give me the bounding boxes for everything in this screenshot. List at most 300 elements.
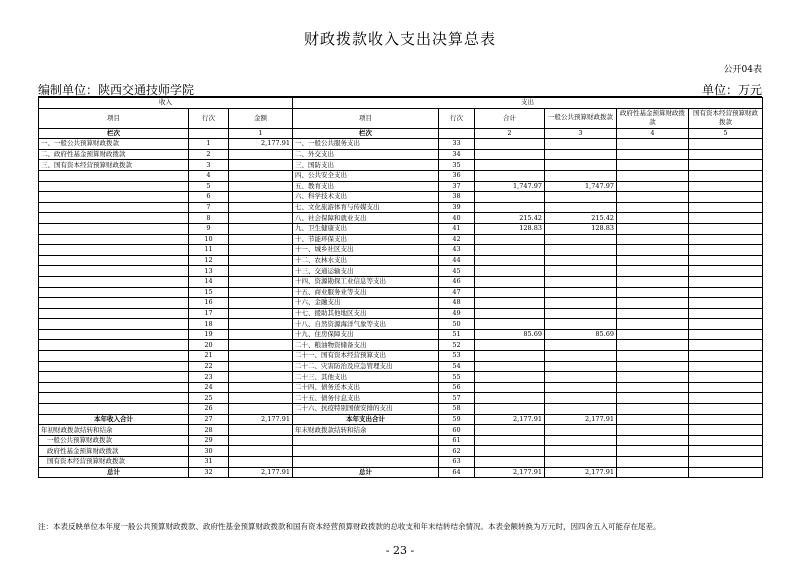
expense-fund-cell <box>617 435 689 446</box>
income-item-cell <box>39 266 189 277</box>
income-amount-cell <box>229 287 293 298</box>
expense-fund-cell <box>617 181 689 192</box>
expense-total-cell: 85.69 <box>475 329 545 340</box>
expense-item-cell: 十九、住房保障支出 <box>293 329 439 340</box>
expense-line-cell: 59 <box>439 414 475 425</box>
expense-line-cell: 40 <box>439 213 475 224</box>
expense-item-cell: 十八、自然资源海洋气象等支出 <box>293 319 439 330</box>
expense-state-cell <box>689 255 763 266</box>
income-line-cell: 21 <box>189 351 229 362</box>
expense-fund-cell <box>617 308 689 319</box>
expense-total-cell <box>475 202 545 213</box>
expense-total-cell <box>475 372 545 383</box>
expense-item-cell <box>293 446 439 457</box>
income-line-cell: 17 <box>189 308 229 319</box>
table-row <box>39 425 763 436</box>
expense-state-cell <box>689 276 763 287</box>
col-index-empty2 <box>439 128 475 139</box>
expense-line-cell: 64 <box>439 467 475 478</box>
expense-fund-cell <box>617 255 689 266</box>
expense-total-cell <box>475 139 545 150</box>
income-item-cell <box>39 351 189 362</box>
income-item-cell <box>39 372 189 383</box>
expense-general-cell <box>545 202 617 213</box>
income-item-cell <box>39 298 189 309</box>
expense-fund-cell <box>617 213 689 224</box>
expense-general-cell <box>545 255 617 266</box>
income-amount-cell <box>229 149 293 160</box>
income-line-cell: 3 <box>189 160 229 171</box>
income-item-cell <box>39 202 189 213</box>
income-amount-cell <box>229 435 293 446</box>
expense-item-cell: 二十一、国有资本经营预算支出 <box>293 351 439 362</box>
expense-item-cell: 一、一般公共服务支出 <box>293 139 439 150</box>
table-row <box>39 446 763 457</box>
expense-state-cell <box>689 223 763 234</box>
expense-fund-cell <box>617 192 689 203</box>
expense-fund-cell <box>617 202 689 213</box>
expense-item-cell: 三、国防支出 <box>293 160 439 171</box>
income-line-cell: 8 <box>189 213 229 224</box>
expense-general-cell <box>545 245 617 256</box>
expense-line-cell: 35 <box>439 160 475 171</box>
income-item-cell: 三、国有资本经营预算财政拨款 <box>39 160 189 171</box>
expense-state-cell <box>689 319 763 330</box>
expense-item-cell: 八、社会保障和就业支出 <box>293 213 439 224</box>
expense-general-cell: 85.69 <box>545 329 617 340</box>
income-line-cell: 25 <box>189 393 229 404</box>
expense-fund-cell <box>617 457 689 468</box>
income-line-cell: 5 <box>189 181 229 192</box>
income-item-cell <box>39 404 189 415</box>
expense-state-cell <box>689 340 763 351</box>
expense-state-cell <box>689 425 763 436</box>
expense-item-cell: 二十、粮油物资储备支出 <box>293 340 439 351</box>
expense-item-cell: 二十三、其他支出 <box>293 372 439 383</box>
income-line-cell: 13 <box>189 266 229 277</box>
table-row <box>39 287 763 298</box>
expense-state-cell <box>689 266 763 277</box>
expense-fund-cell <box>617 160 689 171</box>
table-row <box>39 308 763 319</box>
table-row <box>39 192 763 203</box>
income-amount-cell <box>229 340 293 351</box>
expense-line-cell: 46 <box>439 276 475 287</box>
income-item-cell: 一般公共预算财政拨款 <box>39 435 189 446</box>
income-amount-cell: 2,177.91 <box>229 467 293 478</box>
income-line-cell: 1 <box>189 139 229 150</box>
table-row <box>39 223 763 234</box>
expense-general-cell <box>545 160 617 171</box>
expense-item-cell: 四、公共安全支出 <box>293 170 439 181</box>
income-line-cell: 11 <box>189 245 229 256</box>
expense-line-cell: 45 <box>439 266 475 277</box>
income-amount-cell <box>229 223 293 234</box>
section-header-row <box>39 98 763 109</box>
expense-general-cell: 2,177.91 <box>545 467 617 478</box>
expense-fund-cell <box>617 425 689 436</box>
expense-state-cell <box>689 181 763 192</box>
expense-general-cell <box>545 457 617 468</box>
expense-item-cell: 五、教育支出 <box>293 181 439 192</box>
expense-total-cell: 1,747.97 <box>475 181 545 192</box>
expense-total-cell: 215.42 <box>475 213 545 224</box>
expense-section-header: 支出 <box>293 98 763 109</box>
table-row <box>39 234 763 245</box>
expense-line-cell: 60 <box>439 425 475 436</box>
income-item-cell: 二、政府性基金预算财政拨款 <box>39 149 189 160</box>
income-item-cell <box>39 329 189 340</box>
income-section-header: 收入 <box>39 98 293 109</box>
expense-state-cell <box>689 287 763 298</box>
income-line-cell: 27 <box>189 414 229 425</box>
col-header-fund: 政府性基金预算财政拨款 <box>617 108 689 128</box>
income-item-cell <box>39 361 189 372</box>
expense-line-cell: 44 <box>439 255 475 266</box>
expense-line-cell: 58 <box>439 404 475 415</box>
income-item-cell: 总计 <box>39 467 189 478</box>
expense-item-cell <box>293 457 439 468</box>
expense-state-cell <box>689 192 763 203</box>
col-index-3: 3 <box>545 128 617 139</box>
expense-state-cell <box>689 361 763 372</box>
income-line-cell: 6 <box>189 192 229 203</box>
expense-fund-cell <box>617 234 689 245</box>
expense-line-cell: 39 <box>439 202 475 213</box>
income-item-cell: 国有资本经营预算财政拨款 <box>39 457 189 468</box>
expense-item-cell: 二十六、抗疫特别国债安排的支出 <box>293 404 439 415</box>
expense-state-cell <box>689 372 763 383</box>
table-row <box>39 255 763 266</box>
expense-fund-cell <box>617 298 689 309</box>
expense-state-cell <box>689 170 763 181</box>
expense-line-cell: 48 <box>439 298 475 309</box>
expense-total-cell <box>475 276 545 287</box>
income-amount-cell <box>229 446 293 457</box>
table-row <box>39 266 763 277</box>
expense-general-cell <box>545 276 617 287</box>
expense-general-cell <box>545 298 617 309</box>
expense-total-cell <box>475 160 545 171</box>
expense-total-cell <box>475 192 545 203</box>
income-amount-cell: 2,177.91 <box>229 414 293 425</box>
col-label2: 栏次 <box>293 128 439 139</box>
expense-state-cell <box>689 404 763 415</box>
expense-item-cell: 十五、商业服务业等支出 <box>293 287 439 298</box>
col-header-line2: 行次 <box>439 108 475 128</box>
expense-general-cell <box>545 393 617 404</box>
expense-general-cell <box>545 435 617 446</box>
expense-line-cell: 61 <box>439 435 475 446</box>
expense-line-cell: 55 <box>439 372 475 383</box>
expense-item-cell: 十三、交通运输支出 <box>293 266 439 277</box>
income-line-cell: 16 <box>189 298 229 309</box>
income-line-cell: 20 <box>189 340 229 351</box>
expense-general-cell: 1,747.97 <box>545 181 617 192</box>
expense-item-cell: 二十二、灾害防治及应急管理支出 <box>293 361 439 372</box>
expense-item-cell: 本年支出合计 <box>293 414 439 425</box>
expense-total-cell <box>475 382 545 393</box>
expense-state-cell <box>689 382 763 393</box>
income-amount-cell <box>229 245 293 256</box>
income-amount-cell <box>229 361 293 372</box>
income-line-cell: 30 <box>189 446 229 457</box>
expense-line-cell: 34 <box>439 149 475 160</box>
expense-line-cell: 56 <box>439 382 475 393</box>
expense-total-cell <box>475 435 545 446</box>
expense-line-cell: 33 <box>439 139 475 150</box>
table-row <box>39 213 763 224</box>
expense-state-cell <box>689 393 763 404</box>
expense-item-cell: 十、节能环保支出 <box>293 234 439 245</box>
table-row <box>39 139 763 150</box>
income-amount-cell <box>229 393 293 404</box>
col-header-general: 一般公共预算财政拨款 <box>545 108 617 128</box>
income-item-cell <box>39 255 189 266</box>
expense-item-cell: 总计 <box>293 467 439 478</box>
income-item-cell <box>39 223 189 234</box>
expense-line-cell: 50 <box>439 319 475 330</box>
expense-total-cell <box>475 149 545 160</box>
table-row <box>39 351 763 362</box>
expense-state-cell <box>689 160 763 171</box>
expense-total-cell <box>475 255 545 266</box>
expense-general-cell <box>545 382 617 393</box>
expense-fund-cell <box>617 467 689 478</box>
expense-line-cell: 49 <box>439 308 475 319</box>
income-amount-cell <box>229 170 293 181</box>
income-line-cell: 12 <box>189 255 229 266</box>
income-amount-cell <box>229 160 293 171</box>
expense-total-cell <box>475 340 545 351</box>
expense-state-cell <box>689 149 763 160</box>
report-title: 财政拨款收入支出决算总表 <box>303 30 496 48</box>
table-note: 注：本表反映单位本年度一般公共预算财政拨款、政府性基金预算财政拨款和国有资本经营预算财政拨款的总收支和年末结转结余情况。本表金额转换为万元时，因四舍五入可能存在尾差。 <box>38 522 661 531</box>
income-item-cell <box>39 192 189 203</box>
expense-item-cell: 十四、资源勘探工业信息等支出 <box>293 276 439 287</box>
expense-total-cell <box>475 170 545 181</box>
expense-total-cell <box>475 446 545 457</box>
expense-line-cell: 62 <box>439 446 475 457</box>
table-row <box>39 457 763 468</box>
expense-total-cell <box>475 404 545 415</box>
expense-item-cell: 二十四、债务还本支出 <box>293 382 439 393</box>
expense-line-cell: 38 <box>439 192 475 203</box>
expense-item-cell: 七、文化旅游体育与传媒支出 <box>293 202 439 213</box>
expense-fund-cell <box>617 372 689 383</box>
income-amount-cell <box>229 266 293 277</box>
income-amount-cell <box>229 351 293 362</box>
table-row <box>39 170 763 181</box>
expense-fund-cell <box>617 223 689 234</box>
col-header-state: 国有资本经营预算财政拨款 <box>689 108 763 128</box>
income-line-cell: 23 <box>189 372 229 383</box>
expense-total-cell <box>475 319 545 330</box>
expense-state-cell <box>689 139 763 150</box>
table-row <box>39 467 763 478</box>
income-line-cell: 18 <box>189 319 229 330</box>
income-item-cell: 一、一般公共预算财政拨款 <box>39 139 189 150</box>
col-index-4: 4 <box>617 128 689 139</box>
col-header-item2: 项目 <box>293 108 439 128</box>
income-item-cell <box>39 393 189 404</box>
expense-fund-cell <box>617 340 689 351</box>
expense-fund-cell <box>617 393 689 404</box>
table-row <box>39 245 763 256</box>
expense-fund-cell <box>617 404 689 415</box>
income-amount-cell: 2,177.91 <box>229 139 293 150</box>
unit-label: 单位：万元 <box>701 83 762 97</box>
income-amount-cell <box>229 319 293 330</box>
expense-general-cell <box>545 404 617 415</box>
expense-state-cell <box>689 234 763 245</box>
header-info-row <box>38 80 762 97</box>
expense-item-cell: 二、外交支出 <box>293 149 439 160</box>
expense-total-cell: 128.83 <box>475 223 545 234</box>
expense-state-cell <box>689 351 763 362</box>
expense-item-cell: 十七、援助其他地区支出 <box>293 308 439 319</box>
income-amount-cell <box>229 202 293 213</box>
income-line-cell: 22 <box>189 361 229 372</box>
expense-state-cell <box>689 202 763 213</box>
income-amount-cell <box>229 308 293 319</box>
table-row <box>39 404 763 415</box>
expense-general-cell: 2,177.91 <box>545 414 617 425</box>
table-row <box>39 160 763 171</box>
table-row <box>39 149 763 160</box>
income-item-cell <box>39 276 189 287</box>
expense-total-cell <box>475 245 545 256</box>
col-index-empty <box>189 128 229 139</box>
income-item-cell <box>39 170 189 181</box>
income-line-cell: 14 <box>189 276 229 287</box>
expense-fund-cell <box>617 361 689 372</box>
expense-fund-cell <box>617 287 689 298</box>
expense-item-cell: 十一、城乡社区支出 <box>293 245 439 256</box>
form-number: 公开04表 <box>723 65 762 75</box>
expense-general-cell <box>545 266 617 277</box>
expense-state-cell <box>689 457 763 468</box>
income-line-cell: 2 <box>189 149 229 160</box>
income-line-cell: 4 <box>189 170 229 181</box>
expense-total-cell <box>475 234 545 245</box>
expense-state-cell <box>689 245 763 256</box>
expense-general-cell: 128.83 <box>545 223 617 234</box>
income-item-cell <box>39 308 189 319</box>
expense-total-cell <box>475 308 545 319</box>
expense-fund-cell <box>617 139 689 150</box>
expense-general-cell <box>545 149 617 160</box>
income-item-cell: 本年收入合计 <box>39 414 189 425</box>
expense-item-cell: 十六、金融支出 <box>293 298 439 309</box>
expense-total-cell <box>475 457 545 468</box>
expense-total-cell <box>475 361 545 372</box>
col-index-2: 2 <box>475 128 545 139</box>
expense-item-cell: 六、科学技术支出 <box>293 192 439 203</box>
table-row <box>39 382 763 393</box>
expense-total-cell <box>475 266 545 277</box>
income-amount-cell <box>229 457 293 468</box>
expense-total-cell <box>475 425 545 436</box>
income-amount-cell <box>229 234 293 245</box>
income-line-cell: 26 <box>189 404 229 415</box>
expense-general-cell <box>545 446 617 457</box>
expense-fund-cell <box>617 414 689 425</box>
expense-general-cell <box>545 192 617 203</box>
expense-general-cell <box>545 319 617 330</box>
income-amount-cell <box>229 404 293 415</box>
expense-line-cell: 47 <box>439 287 475 298</box>
expense-line-cell: 42 <box>439 234 475 245</box>
expense-total-cell <box>475 393 545 404</box>
expense-state-cell <box>689 435 763 446</box>
expense-item-cell: 年末财政拨款结转和结余 <box>293 425 439 436</box>
expense-general-cell <box>545 170 617 181</box>
col-header-total: 合计 <box>475 108 545 128</box>
expense-state-cell <box>689 298 763 309</box>
expense-line-cell: 52 <box>439 340 475 351</box>
income-amount-cell <box>229 276 293 287</box>
income-amount-cell <box>229 372 293 383</box>
expense-total-cell: 2,177.91 <box>475 414 545 425</box>
expense-general-cell: 215.42 <box>545 213 617 224</box>
expense-fund-cell <box>617 446 689 457</box>
expense-total-cell: 2,177.91 <box>475 467 545 478</box>
income-amount-cell <box>229 181 293 192</box>
expense-line-cell: 54 <box>439 361 475 372</box>
income-item-cell <box>39 181 189 192</box>
expense-fund-cell <box>617 276 689 287</box>
table-row <box>39 202 763 213</box>
income-item-cell: 政府性基金预算财政拨款 <box>39 446 189 457</box>
income-item-cell <box>39 382 189 393</box>
table-row <box>39 340 763 351</box>
expense-fund-cell <box>617 351 689 362</box>
income-line-cell: 28 <box>189 425 229 436</box>
table-row <box>39 393 763 404</box>
expense-item-cell: 二十五、债务付息支出 <box>293 393 439 404</box>
organization-label: 编制单位：陕西交通技师学院 <box>38 83 195 97</box>
expense-state-cell <box>689 446 763 457</box>
expense-line-cell: 43 <box>439 245 475 256</box>
income-line-cell: 24 <box>189 382 229 393</box>
expense-general-cell <box>545 361 617 372</box>
table-row <box>39 319 763 330</box>
expense-state-cell <box>689 414 763 425</box>
income-line-cell: 15 <box>189 287 229 298</box>
expense-general-cell <box>545 351 617 362</box>
table-row <box>39 276 763 287</box>
income-item-cell <box>39 319 189 330</box>
col-index-5: 5 <box>689 128 763 139</box>
expense-total-cell <box>475 298 545 309</box>
income-amount-cell <box>229 213 293 224</box>
income-item-cell: 年初财政拨款结转和结余 <box>39 425 189 436</box>
income-line-cell: 32 <box>189 467 229 478</box>
expense-fund-cell <box>617 149 689 160</box>
income-line-cell: 10 <box>189 234 229 245</box>
income-line-cell: 31 <box>189 457 229 468</box>
expense-fund-cell <box>617 245 689 256</box>
income-amount-cell <box>229 255 293 266</box>
expense-fund-cell <box>617 382 689 393</box>
expense-general-cell <box>545 425 617 436</box>
table-row <box>39 435 763 446</box>
income-line-cell: 29 <box>189 435 229 446</box>
expense-line-cell: 53 <box>439 351 475 362</box>
expense-fund-cell <box>617 329 689 340</box>
page-number: - 23 - <box>385 544 415 557</box>
